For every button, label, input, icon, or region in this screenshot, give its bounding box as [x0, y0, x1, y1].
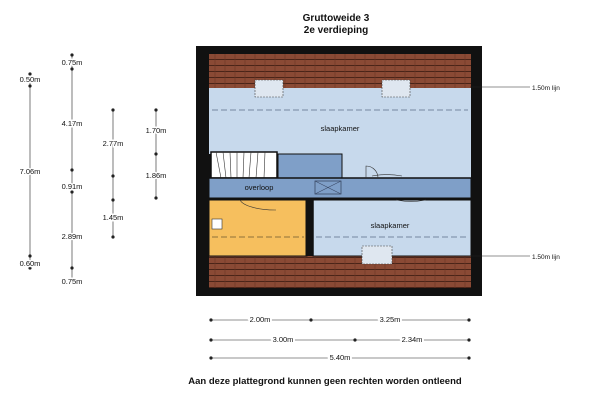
stair-void: [278, 154, 342, 178]
dim-b1: 0.50m: [19, 75, 41, 84]
bathroom-fixture: [212, 219, 222, 229]
room-label-bedroom-bottom: slaapkamer: [370, 221, 410, 230]
dim-b2: 7.06m: [19, 167, 41, 176]
roof-bottom: [209, 256, 471, 288]
floor-name: 2e verdieping: [303, 25, 369, 36]
dim-r3: 5.40m: [329, 353, 351, 362]
dim-d2: 1.86m: [145, 171, 167, 180]
dim-a5: 0.75m: [61, 277, 83, 286]
dim-r1b: 3.25m: [379, 315, 401, 324]
bedroom-top: [209, 88, 471, 154]
horizontal-dimension-labels: [250, 315, 423, 362]
dim-c2: 1.45m: [102, 213, 124, 222]
dim-r2b: 2.34m: [401, 335, 423, 344]
height-line-label-bottom: 1.50m lijn: [532, 254, 560, 261]
dim-a4: 2.89m: [61, 232, 83, 241]
dim-r2a: 3.00m: [272, 335, 294, 344]
height-line-label-top: 1.50m lijn: [532, 85, 560, 92]
vertical-dimension-labels: [20, 58, 167, 286]
disclaimer: Aan deze plattegrond kunnen geen rechten worden ontleend: [188, 376, 462, 387]
room-label-bedroom-top: slaapkamer: [320, 124, 360, 133]
vertical-dimensions: [29, 54, 158, 284]
dim-c1: 2.77m: [102, 139, 124, 148]
roof-top: [209, 54, 471, 88]
dim-b3: 0.60m: [19, 259, 41, 268]
dim-a1: 0.75m: [61, 58, 83, 67]
room-label-landing: overloop: [244, 183, 274, 192]
dim-a2: 4.17m: [61, 119, 83, 128]
dim-a3: 0.91m: [61, 182, 83, 191]
dim-r1a: 2.00m: [249, 315, 271, 324]
dim-d1: 1.70m: [145, 126, 167, 135]
plan-title: Gruttoweide 3: [302, 13, 370, 24]
